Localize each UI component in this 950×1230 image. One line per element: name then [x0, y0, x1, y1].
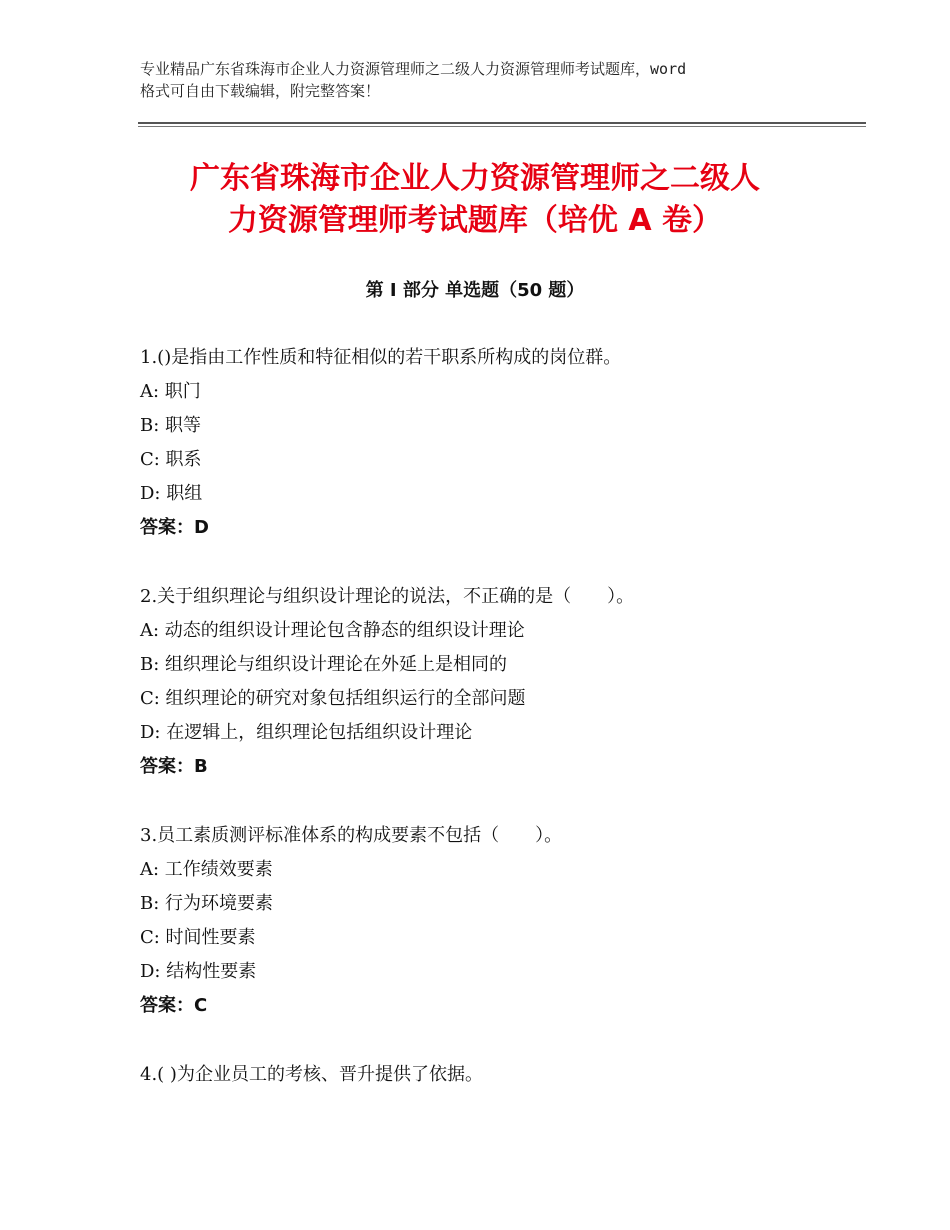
header-rule-thick — [138, 122, 866, 124]
question-stem: 4.( )为企业员工的考核、晋升提供了依据。 — [140, 1064, 483, 1085]
question-3 — [140, 819, 860, 1023]
option-b: B: 组织理论与组织设计理论在外延上是相同的 — [140, 654, 508, 675]
page-header — [140, 58, 830, 102]
option-c: C: 时间性要素 — [140, 927, 256, 948]
header-line-1: 专业精品广东省珠海市企业人力资源管理师之二级人力资源管理师考试题库，word — [140, 60, 687, 78]
option-d: D: 职组 — [140, 483, 203, 504]
option-a: A: 工作绩效要素 — [140, 859, 273, 880]
question-2 — [140, 580, 860, 784]
header-line-2: 格式可自由下载编辑，附完整答案！ — [140, 82, 381, 100]
question-stem: 3.员工素质测评标准体系的构成要素不包括（ ）。 — [140, 825, 563, 846]
answer: 答案：B — [140, 756, 208, 777]
question-1 — [140, 341, 860, 545]
option-c: C: 职系 — [140, 449, 202, 470]
option-b: B: 行为环境要素 — [140, 893, 274, 914]
option-b: B: 职等 — [140, 415, 202, 436]
option-a: A: 动态的组织设计理论包含静态的组织设计理论 — [140, 620, 525, 641]
answer: 答案：C — [140, 995, 208, 1016]
title-line-1: 广东省珠海市企业人力资源管理师之二级人 — [190, 161, 760, 196]
answer: 答案：D — [140, 517, 209, 538]
document-title — [100, 158, 850, 242]
option-d: D: 结构性要素 — [140, 961, 257, 982]
question-stem: 2.关于组织理论与组织设计理论的说法，不正确的是（ ）。 — [140, 586, 635, 607]
option-a: A: 职门 — [140, 381, 201, 402]
section-heading: 第 I 部分 单选题（50 题） — [365, 280, 585, 301]
question-4 — [140, 1058, 860, 1092]
question-stem: 1.()是指由工作性质和特征相似的若干职系所构成的岗位群。 — [140, 347, 622, 368]
header-rule-thin — [138, 126, 866, 127]
option-d: D: 在逻辑上，组织理论包括组织设计理论 — [140, 722, 473, 743]
title-line-2: 力资源管理师考试题库（培优 A 卷） — [227, 203, 723, 238]
option-c: C: 组织理论的研究对象包括组织运行的全部问题 — [140, 688, 526, 709]
